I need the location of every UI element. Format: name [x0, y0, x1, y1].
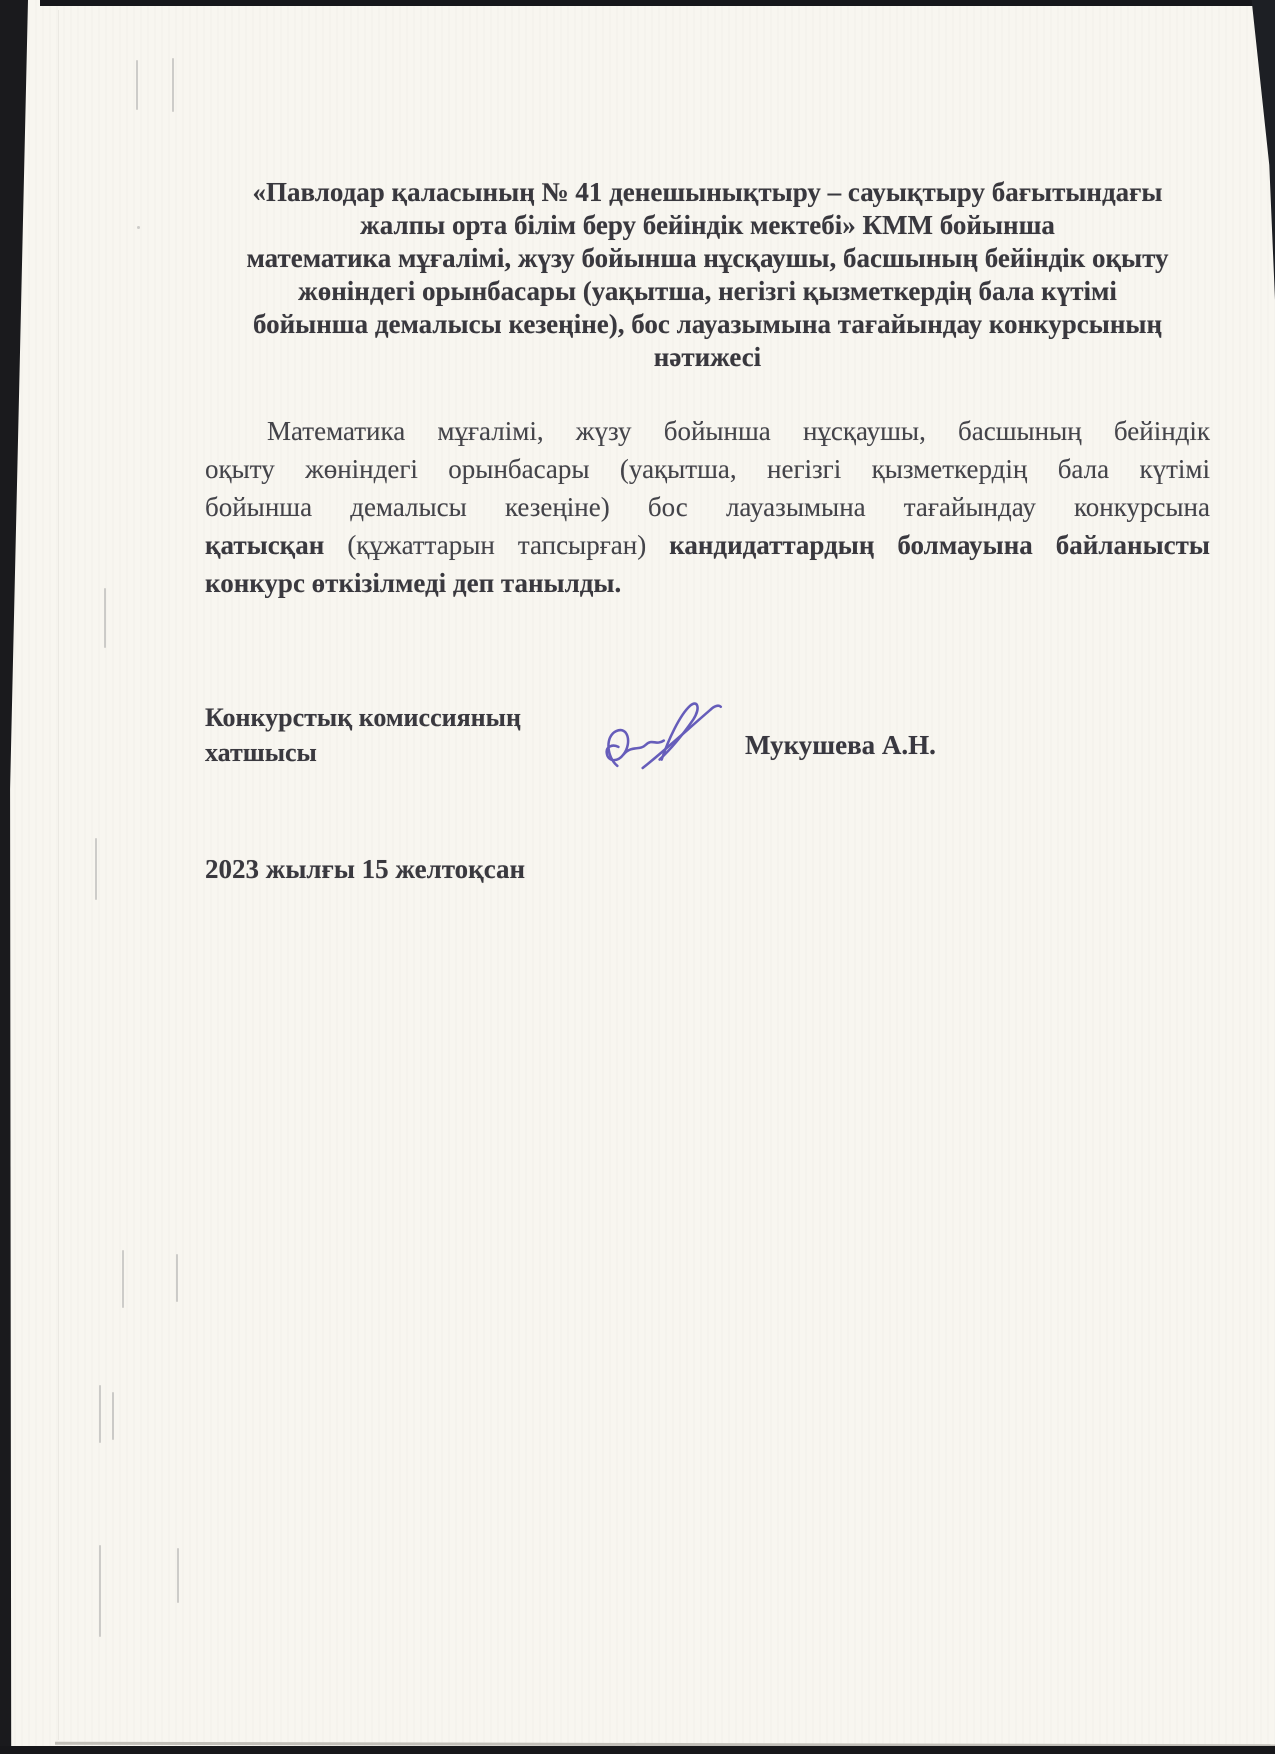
signature-role-line-2: хатшысы	[205, 738, 317, 767]
scan-edge-bottom	[0, 1746, 1275, 1754]
signature-role-line-1: Конкурстық комиссияның	[205, 703, 521, 732]
body-text: бойынша демалысы кезеңіне) бос лауазымына тағайындау конкурсына	[205, 492, 1210, 522]
body-line	[205, 564, 1210, 602]
scan-artifact-line	[177, 1548, 179, 1603]
signatory-name: Мукушева А.Н.	[745, 730, 936, 760]
body-text: Математика мұғалімі, жүзу бойынша нұсқаушы, басшының бейіндік	[267, 416, 1210, 446]
scan-artifact-line	[99, 1385, 101, 1443]
scan-edge-top-right	[1249, 0, 1275, 300]
document-date: 2023 жылғы 15 желтоқсан	[205, 854, 526, 884]
scan-artifact-line	[136, 60, 138, 110]
body-text: (құжаттарын тапсырған)	[324, 530, 670, 560]
title-line-6: нәтижесі	[653, 342, 762, 372]
title-line-2: жалпы орта білім беру бейіндік мектебі» КММ бойынша	[360, 210, 1055, 240]
scan-artifact-line	[176, 1254, 178, 1302]
scan-edge-left	[0, 0, 28, 1754]
body-paragraph	[205, 412, 1210, 602]
document-title	[205, 176, 1210, 374]
body-line	[205, 488, 1210, 526]
title-line-1: «Павлодар қаласының № 41 денешынықтыру – сауықтыру бағытындағы	[252, 177, 1163, 207]
scan-artifact-line	[95, 838, 97, 900]
body-line	[205, 450, 1210, 488]
body-text-bold: кандидаттардың болмауына байланысты	[669, 530, 1210, 560]
scan-artifact-line	[172, 58, 174, 112]
scan-artifact-line	[99, 1545, 101, 1637]
body-text-bold: қатысқан	[205, 530, 325, 560]
body-text-bold: конкурс өткізілмеді деп танылды.	[205, 568, 622, 598]
body-line	[205, 526, 1210, 564]
scan-edge-top	[40, 0, 1275, 6]
handwritten-signature-icon	[593, 692, 743, 787]
scan-artifact-dot	[137, 226, 140, 229]
scan-artifact-line	[122, 1250, 124, 1308]
body-text: оқыту жөніндегі орынбасары (уақытша, негізгі қызметкердің бала күтімі	[205, 454, 1210, 484]
title-line-5: бойынша демалысы кезеңіне), бос лауазымына тағайындау конкурсының	[252, 309, 1163, 339]
title-line-4: жөніндегі орынбасары (уақытша, негізгі қызметкердің бала күтімі	[298, 276, 1117, 306]
paper-fold-line	[58, 10, 59, 1740]
body-line	[205, 412, 1210, 450]
title-line-3: математика мұғалімі, жүзу бойынша нұсқаушы, басшының бейіндік оқыту	[246, 243, 1169, 273]
scan-artifact-line	[112, 1392, 114, 1440]
scan-artifact-line	[104, 588, 106, 648]
